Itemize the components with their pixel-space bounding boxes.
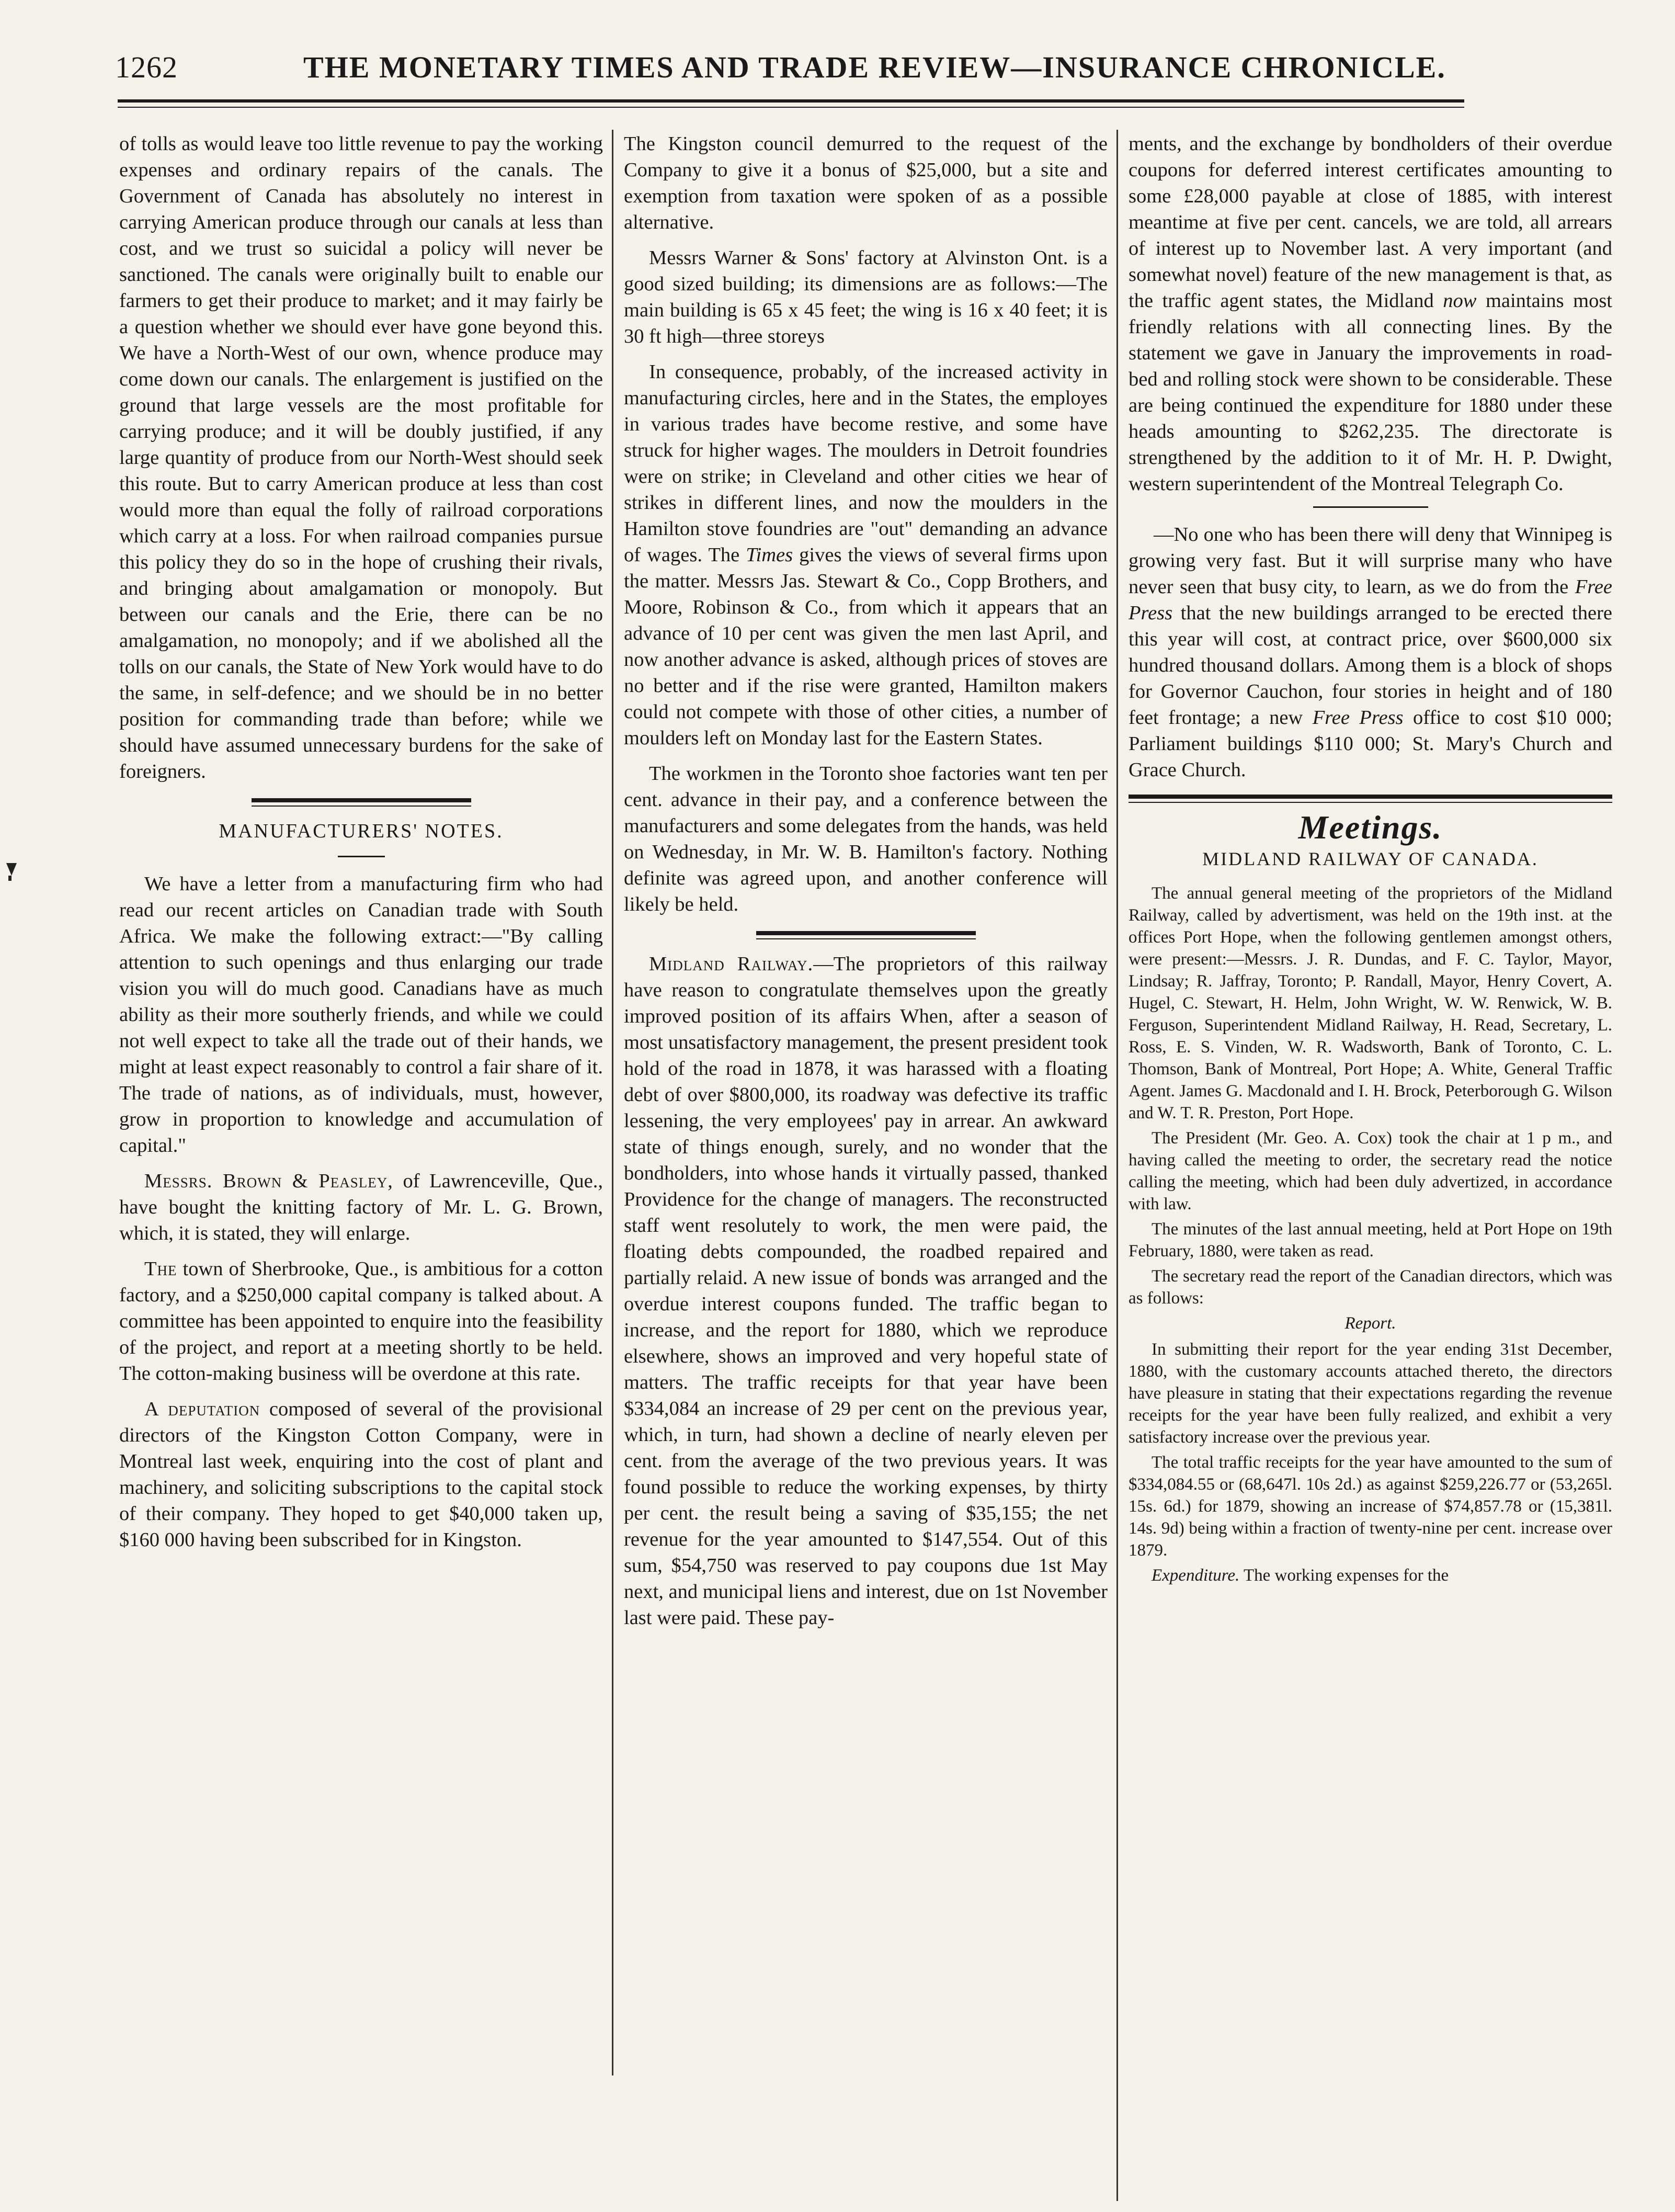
article-paragraph (119, 1256, 603, 1387)
journal-title: THE MONETARY TIMES AND TRADE REVIEW—INSURANCE CHRONICLE. (303, 50, 1446, 84)
paragraph-text: —No one who has been there will deny that Winnipeg is growing very fast. But it will surprise many who have never seen that busy city, to learn, as we do from the (1129, 524, 1612, 598)
meeting-paragraph: The annual general meeting of the proprietors of the Midland Railway, called by advertisment, was held on the 19th inst. at the offices Port Hope, when the following gentlemen amongst others, were present:—Messrs. J. R. Dundas, and F. C. Taylor, Mayor, Lindsay; R. Jaffray, Toronto; P. Randall, Mayor, Henry Covert, A. Hugel, C. Stewart, H. Helm, John Wright, W. W. Renwick, W. B. Ferguson, Superintendent Midland Railway, H. Read, Secretary, L. Ross, E. S. Vinden, W. R. Wadsworth, Bank of Toronto, C. L. Thomson, Bank of Montreal, Port Hope; A. White, General Traffic Agent. James G. Macdonald and I. H. Brock, Peterborough G. Wilson and W. T. R. Preston, Port Hope. (1129, 884, 1612, 1122)
paragraph-text: The working expenses for the (1239, 1566, 1449, 1585)
paragraph-text: maintains most friendly relations with all connecting lines. By the statement we gave in January the improvements in road-bed and rolling stock were shown to be considerable. These are being continued the expenditure for 1880 under these heads amounting to $262,235. The directorate is strengthened by the addition to it of Mr. H. P. Dwight, western superintendent of the Montreal Telegraph Co. (1129, 290, 1612, 495)
margin-arrow-icon (6, 863, 17, 876)
short-divider (338, 856, 385, 857)
emphasis: now (1443, 290, 1477, 312)
report-heading: Report. (1344, 1314, 1396, 1333)
article-paragraph: Messrs Warner & Sons' factory at Alvinston Ont. is a good sized building; its dimensions are as follows:—The main building is 65 x 45 feet; the wing is 16 x 40 feet; it is 30 ft high—three storeys (624, 247, 1108, 347)
lead-in: The (144, 1258, 177, 1280)
article-paragraph: We have a letter from a manufacturing firm who had read our recent articles on Canadian trade with South Africa. We make the following extract:—"By calling attention to such openings and thus enlarging our trade vision you will do much good. Canadians have as much ability as their more southerly friends, and while we could not well expect to take all the trade out of their hands, we might at least expect reasonably to control a fair share of it. The trade of nations, as of individuals, must, however, grow in proportion to knowledge and accumulation of capital." (119, 873, 603, 1156)
short-divider (1313, 506, 1428, 508)
masthead (115, 50, 1454, 94)
meeting-paragraph: The minutes of the last annual meeting, held at Port Hope on 19th February, 1880, were taken as read. (1129, 1220, 1612, 1261)
header-rule (118, 99, 1464, 103)
column-rule (1116, 130, 1118, 2201)
article-paragraph: The workmen in the Toronto shoe factories want ten per cent. advance in their pay, and a conference between the manufacturers and some delegates from the hands, was held on Wednesday, in Mr. W. B. Hamilton's factory. Nothing definite was agreed upon, and another conference will likely be held. (624, 763, 1108, 915)
paragraph-text: —The proprietors of this railway have reason to congratulate themselves upon the greatly improved position of its affairs When, after a season of most unsatisfactory management, the present president took hold of the road in 1878, it was harassed with a floating debt of over $800,000, its roadway was defective its traffic lessening, the very employees' pay in arrear. An awkward state of things enough, surely, and no wonder that the bondholders, into whose hands it virtually passed, thanked Providence for the change of managers. The reconstructed staff went resolutely to work, the men were paid, the floating debts compounded, the roadbed repaired and partially relaid. A new issue of bonds was arranged and the overdue interest coupons funded. The traffic began to increase, and the report for 1880, which we reproduce elsewhere, shows an improved and very hopeful state of matters. The traffic receipts for that year have been $334,084 an increase of 29 per cent on the previous year, which, in turn, had shown a decline of nearly eleven per cent. from the average of the two previous years. It was found possible to reduce the working expenses, by thirty per cent. the result being a saving of $35,155; the net revenue for the year amounted to $147,554. Out of this sum, $54,750 was reserved to pay coupons due 1st May next, and municipal liens and interest, due on 1st November last were paid. These pay- (624, 953, 1108, 1629)
lead-in: Midland Railway. (649, 953, 814, 975)
lead-in: Expenditure. (1152, 1566, 1240, 1585)
column-2 (624, 131, 1108, 2197)
paragraph-text: office to cost $10 000; Parliament buildings $110 000; St. Mary's Church and Grace Church. (1129, 707, 1612, 781)
paragraph-text: of Lawrenceville, Que., have bought the knitting factory of Mr. L. G. Brown, which, it is stated, they will enlarge. (119, 1170, 603, 1244)
meeting-paragraph: The President (Mr. Geo. A. Cox) took the chair at 1 p m., and having called the meeting to order, the secretary read the notice calling the meeting, which had been duly advertized, in accordance with law. (1129, 1129, 1612, 1213)
page-number: 1262 (115, 50, 178, 84)
section-title: MANUFACTURERS' NOTES. (219, 820, 504, 842)
lead-in: A deputation (144, 1398, 260, 1420)
meetings-heading: Meetings. (1298, 809, 1443, 846)
article-paragraph (1129, 521, 1612, 783)
column-3 (1129, 131, 1612, 2197)
meeting-subtitle: MIDLAND RAILWAY OF CANADA. (1202, 848, 1539, 869)
paragraph-text: gives the views of several firms upon the matter. Messrs Jas. Stewart & Co., Copp Brothers, and Moore, Robinson & Co., from which it appears that an advance of 10 per cent was given the men last April, and now another advance is asked, although prices of stoves are no better and if the rise were granted, Hamilton makers could not compete with those of other cities, a number of moulders left on Monday last for the Eastern States. (624, 544, 1108, 749)
column-rule (612, 130, 613, 2075)
meeting-paragraph: In submitting their report for the year ending 31st December, 1880, with the customary accounts attached thereto, the directors have pleasure in stating that their expectations regarding the revenue receipts for the year have been fully realized, and exhibit a very satisfactory increase over the previous year. (1129, 1340, 1612, 1447)
paper-name: Free Press (1129, 576, 1612, 624)
paragraph-text: that the new buildings arranged to be erected there this year will cost, at contract price, over $600,000 six hundred thousand dollars. Among them is a block of shops for Governor Cauchon, four stories in height and of 180 feet frontage; a new (1129, 602, 1612, 729)
article-paragraph (119, 1168, 603, 1246)
article-paragraph (624, 951, 1108, 1631)
section-divider (252, 798, 471, 802)
meeting-paragraph: The total traffic receipts for the year have amounted to the sum of $334,084.55 or (68,647l. 10s 2d.) as against $259,226.77 or (53,265l. 15s. 6d.) for 1879, showing an increase of $74,857.78 or (15,381l. 14s. 9d) being within a fraction of twenty-nine per cent. increase over 1879. (1129, 1453, 1612, 1560)
meeting-report (1129, 882, 1612, 1586)
paper-name: Free Press (1312, 707, 1404, 729)
article-paragraph (1129, 131, 1612, 497)
meeting-paragraph (1129, 1564, 1612, 1586)
section-divider (756, 931, 976, 935)
header-rule-thin (118, 107, 1464, 108)
paragraph-text: town of Sherbrooke, Que., is ambitious for a cotton factory, and a $250,000 capital company is talked about. A committee has been appointed to enquire into the feasibility of the project, and report at a meeting shortly to be held. The cotton-making business will be overdone at this rate. (119, 1258, 603, 1385)
column-1 (119, 131, 603, 2197)
paragraph-text: composed of several of the provisional directors of the Kingston Cotton Company, were in Montreal last week, enquiring into the cost of plant and machinery, and soliciting subscriptions to the capital stock of their company. They hoped to get $40,000 taken up, $160 000 having been subscribed for in Kingston. (119, 1398, 603, 1551)
paragraph-text: ments, and the exchange by bondholders of their overdue coupons for deferred interest certificates amounting to some £28,000 payable at close of 1885, with interest meantime at five per cent. cancels, we are told, all arrears of interest up to November last. A very important (and somewhat novel) feature of the new management is that, as the traffic agent states, the Midland (1129, 133, 1612, 312)
paragraph-text: In consequence, probably, of the increased activity in manufacturing circles, here and in the States, the employes in various trades have become restive, and some have struck for higher wages. The moulders in Detroit foundries were on strike; in Cleveland and other cities we hear of strikes in different lines, and now the moulders in the Hamilton stove foundries are "out" demanding an advance of wages. The (624, 361, 1108, 566)
margin-arrow-stem-icon (8, 876, 12, 881)
lead-in: Messrs. Brown & Peasley, (144, 1170, 393, 1192)
article-paragraph (119, 1396, 603, 1553)
article-paragraph: The Kingston council demurred to the request of the Company to give it a bonus of $25,000, but a site and exemption from taxation were spoken of as a possible alternative. (624, 133, 1108, 233)
section-divider (1129, 795, 1612, 799)
paper-name: Times (746, 544, 793, 566)
article-paragraph (624, 359, 1108, 751)
meeting-paragraph: The secretary read the report of the Canadian directors, which was as follows: (1129, 1267, 1612, 1308)
canal-tolls-paragraph: of tolls as would leave too little revenue to pay the working expenses and ordinary repairs of the canals. The Government of Canada has absolutely no interest in carrying American produce through our canals at less than cost, and we trust so suicidal a policy will never be sanctioned. The canals were originally built to enable our farmers to get their produce to market; and it may fairly be a question whether we should ever have gone beyond this. We have a North-West of our own, whence produce may come down our canals. The enlargement is justified on the ground that large vessels are the most profitable for carrying produce; and it will be doubly justified, if any large quantity of produce from our North-West should seek this route. But to carry American produce at less than cost would more than equal the folly of railroad corporations which carry at a loss. For when railroad companies pursue this policy they do so in the hope of crushing their rivals, and bringing about amalgamation or monopoly. But between our canals and the Erie, there can be no amalgamation, no monopoly; and if we abolished all the tolls on our canals, the State of New York would have to do the same, in self-defence; and we should be in no better position for commanding trade than before; while we should have assumed unnecessary burdens for the sake of foreigners. (119, 133, 603, 782)
